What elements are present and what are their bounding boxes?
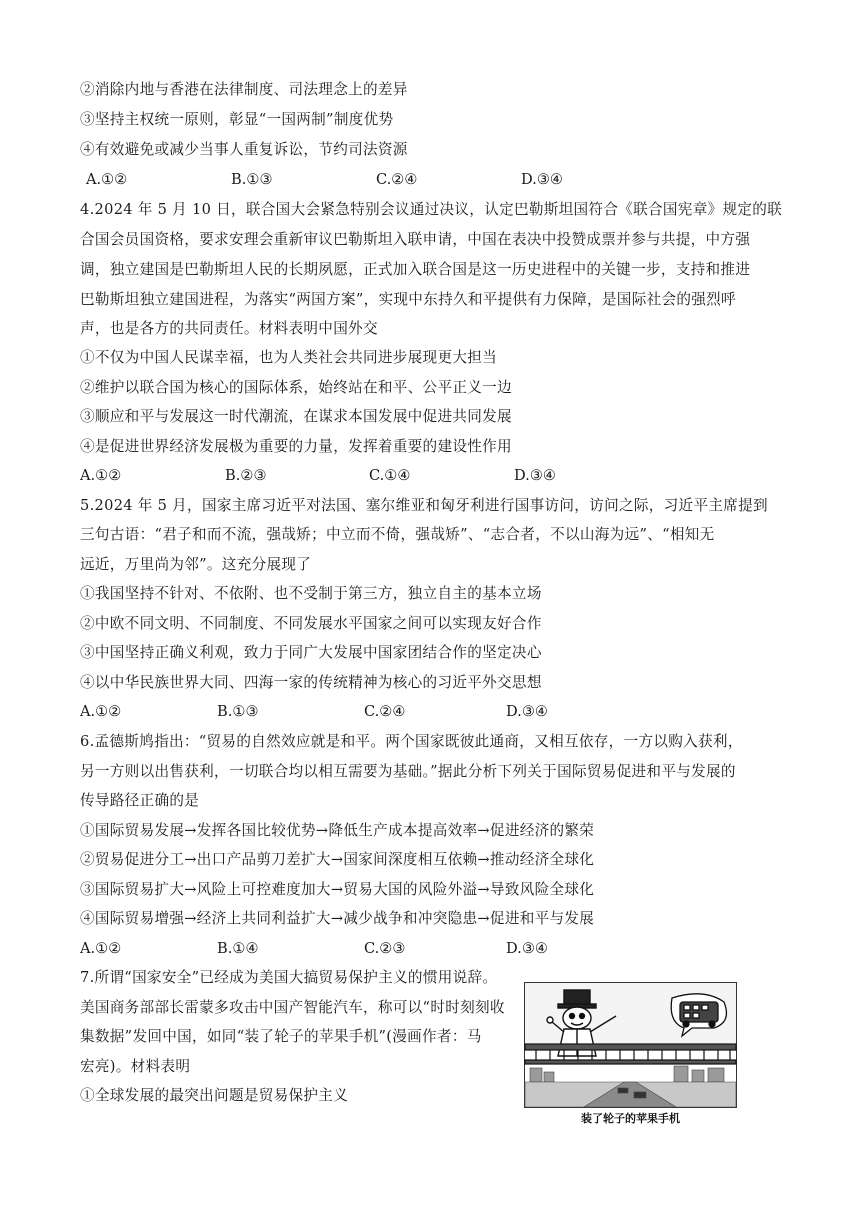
q4-stem-line-2: 合国会员国资格，要求安理会重新审议巴勒斯坦入联申请，中国在表决中投赞成票并参与共提，中方强 xyxy=(80,231,751,248)
q3-option-4: ④有效避免或减少当事人重复诉讼，节约司法资源 xyxy=(80,141,408,158)
q4-option-3: ③顺应和平与发展这一时代潮流，在谋求本国发展中促进共同发展 xyxy=(80,408,512,425)
q3-choice-b: B.①③ xyxy=(231,171,273,188)
q6-choice-a: A.①② xyxy=(80,940,122,957)
q4-choice-a: A.①② xyxy=(80,467,122,484)
q4-option-4: ④是促进世界经济发展极为重要的力量，发挥着重要的建设性作用 xyxy=(80,438,512,455)
q3-choice-a: A.①② xyxy=(86,171,128,188)
q4-choice-c: C.①④ xyxy=(369,467,411,484)
q4-option-2: ②维护以联合国为核心的国际体系，始终站在和平、公平正义一边 xyxy=(80,379,512,396)
q6-stem-line-1: 6.孟德斯鸠指出：“贸易的自然效应就是和平。两个国家既彼此通商，又相互依存，一方以购入获利， xyxy=(80,733,743,750)
q7-stem-line-2: 美国商务部部长雷蒙多攻击中国产智能汽车，称可以“时时刻刻收 xyxy=(80,999,505,1016)
q4-choice-d: D.③④ xyxy=(514,467,556,484)
q5-choice-b: B.①③ xyxy=(217,703,259,720)
q5-choice-d: D.③④ xyxy=(506,703,548,720)
cartoon-caption: 装了轮子的苹果手机 xyxy=(581,1112,680,1125)
q3-option-3: ③坚持主权统一原则，彰显“一国两制”制度优势 xyxy=(80,111,394,128)
q7-stem-line-3: 集数据”发回中国，如同“装了轮子的苹果手机”(漫画作者：马 xyxy=(80,1028,482,1045)
q6-choice-d: D.③④ xyxy=(506,940,548,957)
q4-stem-line-3: 调，独立建国是巴勒斯坦人民的长期夙愿，正式加入联合国是这一历史进程中的关键一步，支持和推进 xyxy=(80,261,751,278)
q5-stem-line-1: 5.2024 年 5 月，国家主席习近平对法国、塞尔维亚和匈牙利进行国事访问，访问之际，习近平主席提到 xyxy=(80,497,768,514)
q4-choice-b: B.②③ xyxy=(225,467,267,484)
q7-stem-line-1: 7.所谓“国家安全”已经成为美国大搞贸易保护主义的惯用说辞。 xyxy=(80,969,498,986)
q5-option-1: ①我国坚持不针对、不依附、也不受制于第三方，独立自主的基本立场 xyxy=(80,585,542,602)
q4-option-1: ①不仅为中国人民谋幸福，也为人类社会共同进步展现更大担当 xyxy=(80,349,498,366)
q7-stem-line-4: 宏亮)。材料表明 xyxy=(80,1058,191,1075)
q5-option-4: ④以中华民族世界大同、四海一家的传统精神为核心的习近平外交思想 xyxy=(80,674,542,691)
q7-option-1: ①全球发展的最突出问题是贸易保护主义 xyxy=(80,1087,349,1104)
q6-choice-c: C.②③ xyxy=(364,940,406,957)
q3-choice-d: D.③④ xyxy=(521,171,563,188)
q5-stem-line-2: 三句古语：“君子和而不流，强哉矫；中立而不倚，强哉矫”、“志合者，不以山海为远”、“相知无 xyxy=(80,526,715,543)
q3-choice-c: C.②④ xyxy=(376,171,418,188)
q5-option-3: ③中国坚持正确义利观，致力于同广大发展中国家团结合作的坚定决心 xyxy=(80,644,542,661)
q6-choice-b: B.①④ xyxy=(217,940,259,957)
q4-stem-line-1: 4.2024 年 5 月 10 日，联合国大会紧急特别会议通过决议，认定巴勒斯坦国符合《联合国宪章》规定的联 xyxy=(80,201,783,218)
q6-option-1: ①国际贸易发展→发挥各国比较优势→降低生产成本提高效率→促进经济的繁荣 xyxy=(80,822,595,839)
cartoon-illustration xyxy=(524,982,737,1108)
q6-option-2: ②贸易促进分工→出口产品剪刀差扩大→国家间深度相互依赖→推动经济全球化 xyxy=(80,851,595,868)
q5-choice-a: A.①② xyxy=(80,703,122,720)
q6-option-3: ③国际贸易扩大→风险上可控难度加大→贸易大国的风险外溢→导致风险全球化 xyxy=(80,881,595,898)
q3-option-2: ②消除内地与香港在法律制度、司法理念上的差异 xyxy=(80,81,408,98)
cartoon-figure xyxy=(524,982,737,1128)
q6-stem-line-3: 传导路径正确的是 xyxy=(80,792,200,809)
q6-option-4: ④国际贸易增强→经济上共同利益扩大→减少战争和冲突隐患→促进和平与发展 xyxy=(80,910,595,927)
q6-stem-line-2: 另一方则以出售获利，一切联合均以相互需要为基础。”据此分析下列关于国际贸易促进和平与发展的 xyxy=(80,763,736,780)
q5-option-2: ②中欧不同文明、不同制度、不同发展水平国家之间可以实现友好合作 xyxy=(80,615,542,632)
q5-stem-line-3: 远近，万里尚为邻”。这充分展现了 xyxy=(80,556,312,573)
q4-stem-line-4: 巴勒斯坦独立建国进程，为落实“两国方案”，实现中东持久和平提供有力保障，是国际社会的强烈呼 xyxy=(80,291,736,308)
q4-stem-line-5: 声，也是各方的共同责任。材料表明中国外交 xyxy=(80,320,378,337)
q5-choice-c: C.②④ xyxy=(364,703,406,720)
